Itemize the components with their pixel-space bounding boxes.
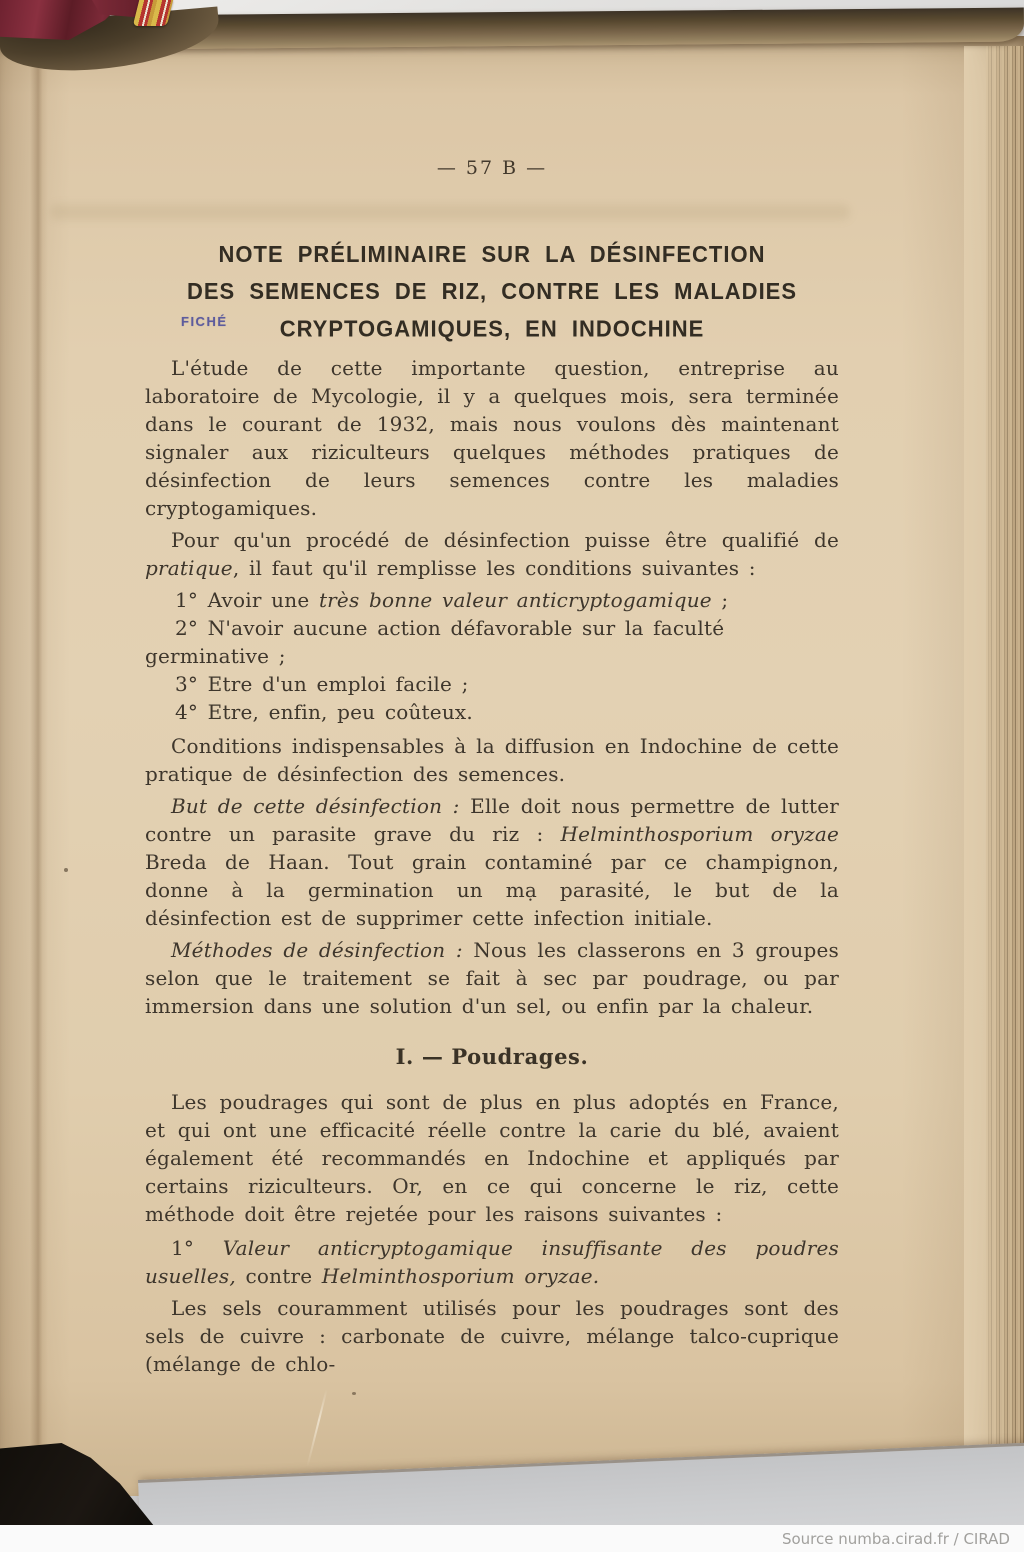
paragraph-text: L'étude de cette importante question, entreprise au laboratoire de Mycologie, il y a quelques mois, sera terminée dans le courant de 1932, mais nous voulons dès maintenant signaler aux riziculteurs quelques méthodes pratiques de désinfection de leurs semences contre les maladies cryptogamiques. <box>145 356 839 520</box>
page-number: — 57 B — <box>436 157 548 179</box>
paragraph-sels <box>145 1294 839 1378</box>
list-item-3: 3° Etre d'un emploi facile ; <box>175 672 469 696</box>
source-attribution: Source numba.cirad.fr / CIRAD <box>781 1529 1010 1548</box>
list-item-4: 4° Etre, enfin, peu coûteux. <box>175 700 473 724</box>
list-item-1 <box>145 586 839 614</box>
title-line-3: CRYPTOGAMIQUES, EN INDOCHINE <box>279 315 705 342</box>
book-page <box>0 36 1024 1496</box>
paragraph-text: Les sels couramment utilisés pour les poudrages sont des sels de cuivre : carbonate de cuivre, mélange talco-cuprique (mélange de chlo- <box>145 1296 839 1376</box>
emphasis-text: Méthodes de désinfection : <box>171 938 474 962</box>
paragraph-text: Breda de Haan. Tout grain contaminé par ce champignon, donne à la germination un mạ parasité, le but de la désinfection est de supprimer cette infection initiale. <box>145 850 839 930</box>
paragraph-text: Elle doit nous permettre de lutter contre un parasite grave du riz : <box>145 794 839 846</box>
paragraph-poudrages <box>145 1088 839 1228</box>
list-text: 1° Avoir une <box>175 588 319 612</box>
emphasis-text: But de cette désinfection : <box>171 794 471 818</box>
printed-content <box>145 36 839 1378</box>
paragraph-raison-1 <box>145 1234 839 1290</box>
title-line-1: NOTE PRÉLIMINAIRE SUR LA DÉSINFECTION <box>218 241 766 268</box>
list-text: ; <box>711 588 729 612</box>
bookmark-ribbon <box>133 0 173 26</box>
article-title <box>145 236 839 347</box>
paragraph-text: Les poudrages qui sont de plus en plus adoptés en France, et qui ont une efficacité réelle contre la carie du blé, avaient également été recommandés en Indochine et appliqués par certains riziculteurs. Or, en ce qui concerne le riz, cette méthode doit être rejetée pour les raisons suivantes : <box>145 1090 839 1226</box>
title-line-2: DES SEMENCES DE RIZ, CONTRE LES MALADIES <box>186 278 798 305</box>
paragraph-text: 1° <box>171 1236 223 1260</box>
list-item-2: 2° N'avoir aucune action défavorable sur la faculté germinative ; <box>145 616 725 668</box>
paragraph-conditions-intro <box>145 526 839 582</box>
body-text <box>145 354 839 1378</box>
emphasis-text: très bonne valeur anticryptogamique <box>318 588 712 612</box>
paragraph-text: contre <box>235 1264 322 1288</box>
fiche-stamp: FICHÉ <box>181 314 228 329</box>
paragraph-text: , il faut qu'il remplisse les conditions suivantes : <box>232 556 756 580</box>
paragraph-but-desinfection <box>145 792 839 932</box>
attribution-bar <box>0 1525 1024 1552</box>
emphasis-text: Valeur anticryptogamique insuffisante des poudres usuelles, <box>145 1236 839 1288</box>
emphasis-text: pratique <box>145 556 233 580</box>
emphasis-text: Helminthosporium oryzae <box>560 822 839 846</box>
paragraph-conditions-note <box>145 732 839 788</box>
paragraph-text: Pour qu'un procédé de désinfection puisse être qualifié de <box>171 528 839 552</box>
gutter-crease <box>30 36 48 1496</box>
paragraph-text: Nous les classerons en 3 groupes selon que le traitement se fait à sec par poudrage, ou par immersion dans une solution d'un sel, ou enfin par la chaleur. <box>145 938 839 1018</box>
paper-speck <box>64 868 68 872</box>
paragraph-methodes <box>145 936 839 1020</box>
emphasis-text: Helminthosporium oryzae. <box>321 1264 600 1288</box>
paper-speck <box>352 1392 356 1395</box>
fore-edge-fade <box>964 46 1024 1450</box>
section-heading-poudrages: I. — Poudrages. <box>395 1044 589 1069</box>
paragraph-text: Conditions indispensables à la diffusion en Indochine de cette pratique de désinfection des semences. <box>145 734 839 786</box>
paragraph-intro <box>145 354 839 522</box>
paper-crease-line <box>306 1389 327 1467</box>
